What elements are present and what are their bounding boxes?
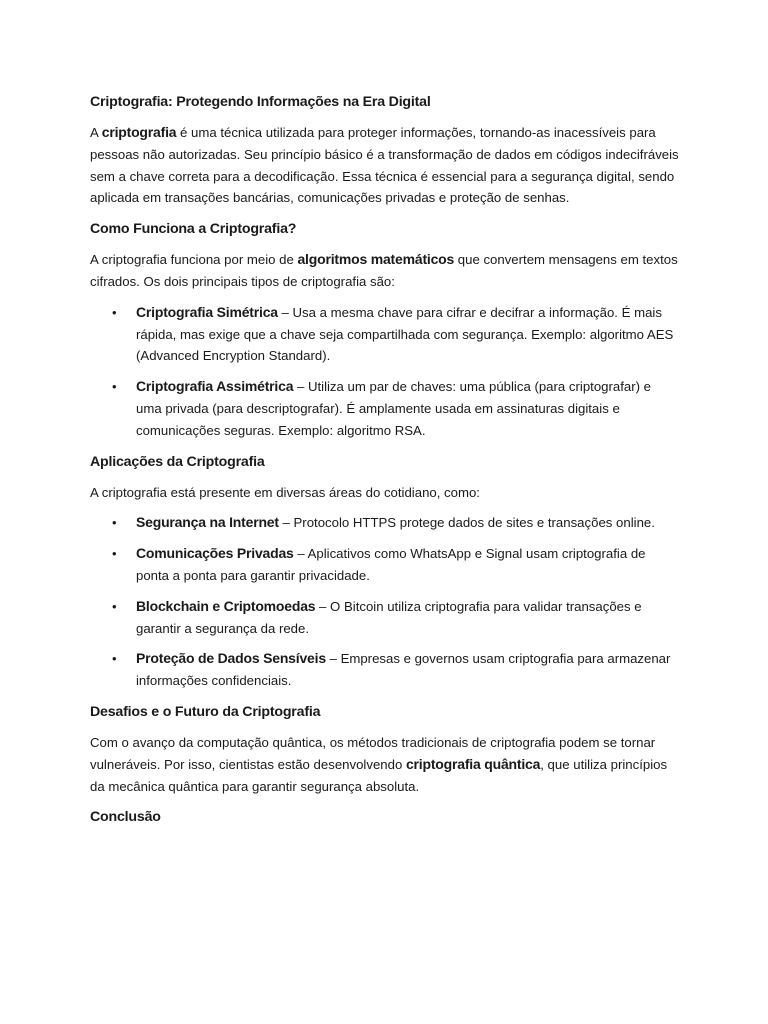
list-item-term: Comunicações Privadas <box>136 545 294 562</box>
list-item-asymmetric <box>90 376 680 441</box>
intro-paragraph <box>90 122 680 209</box>
list-item-blockchain <box>90 596 680 640</box>
applications-paragraph: A criptografia está presente em diversas áreas do cotidiano, como: <box>90 484 480 500</box>
list-item-text: – Empresas e governos usam criptografia para armazenar informações confidenciais. <box>136 651 671 689</box>
list-item-term: Criptografia Assimétrica <box>136 378 294 395</box>
list-item-term: Blockchain e Criptomoedas <box>136 597 316 614</box>
bullet-icon: • <box>112 379 117 395</box>
list-item-text: – Aplicativos como WhatsApp e Signal usam criptografia de ponta a ponta para garantir privacidade. <box>136 546 646 583</box>
applications-list <box>90 512 680 692</box>
bullet-icon: • <box>112 651 117 667</box>
bullet-icon: • <box>112 546 117 562</box>
bullet-icon: • <box>112 304 117 320</box>
list-item-text: – O Bitcoin utiliza criptografia para validar transações e garantir a segurança da rede. <box>136 598 642 636</box>
list-item-text: – Utiliza um par de chaves: uma pública (para criptografar) e uma privada (para descriptografar). É amplamente usada em assinaturas digitais e comunicações seguras. Exemplo: algoritmo RSA. <box>136 379 651 438</box>
list-item-sensitive-data <box>90 648 680 692</box>
list-item-text: – Protocolo HTTPS protege dados de sites e transações online. <box>278 515 655 531</box>
section-heading-applications: Aplicações da Criptografia <box>90 453 265 470</box>
section-heading-conclusion: Conclusão <box>90 809 161 826</box>
challenges-prefix: Com o avanço da computação quântica, os métodos tradicionais de criptografia podem se tornar vulneráveis. Por isso, cientistas estão desenvolvendo <box>90 734 656 772</box>
list-item-internet-security <box>90 512 680 534</box>
bullet-icon: • <box>112 598 117 614</box>
crypto-types-list <box>90 302 680 442</box>
how-it-works-prefix: A criptografia funciona por meio de <box>90 252 298 268</box>
intro-bold-term: criptografia <box>101 124 177 140</box>
challenges-paragraph <box>90 732 680 797</box>
how-it-works-suffix: que convertem mensagens em textos cifrados. Os dois principais tipos de criptografia são: <box>90 252 678 289</box>
how-it-works-bold-term: algoritmos matemáticos <box>297 251 455 268</box>
section-heading-challenges: Desafios e o Futuro da Criptografia <box>90 703 321 720</box>
list-item-private-communications <box>90 543 680 587</box>
how-it-works-paragraph <box>90 249 680 293</box>
list-item-text: – Usa a mesma chave para cifrar e decifrar a informação. É mais rápida, mas exige que a chave seja compartilhada com segurança. Exemplo: algoritmo AES (Advanced Encryption Standard). <box>136 304 674 364</box>
list-item-term: Criptografia Simétrica <box>136 303 278 320</box>
challenges-bold-term: criptografia quântica <box>405 755 541 772</box>
intro-text: é uma técnica utilizada para proteger informações, tornando-as inacessíveis para pessoas não autorizadas. Seu princípio básico é a transformação de dados em códigos indecifráveis sem a chave correta para a decodificação. Essa técnica é essencial para a segurança digital, sendo aplicada em transações bancárias, comunicações privadas e proteção de senhas. <box>90 125 679 206</box>
list-item-term: Proteção de Dados Sensíveis <box>136 650 326 667</box>
document-title: Criptografia: Protegendo Informações na Era Digital <box>90 94 431 110</box>
list-item-symmetric <box>90 302 680 367</box>
section-heading-how-it-works: Como Funciona a Criptografia? <box>90 221 297 238</box>
challenges-suffix: , que utiliza princípios da mecânica quântica para garantir segurança absoluta. <box>90 756 668 794</box>
list-item-term: Segurança na Internet <box>136 514 279 531</box>
bullet-icon: • <box>112 515 117 531</box>
document-page <box>90 91 680 837</box>
intro-prefix: A <box>90 125 102 140</box>
